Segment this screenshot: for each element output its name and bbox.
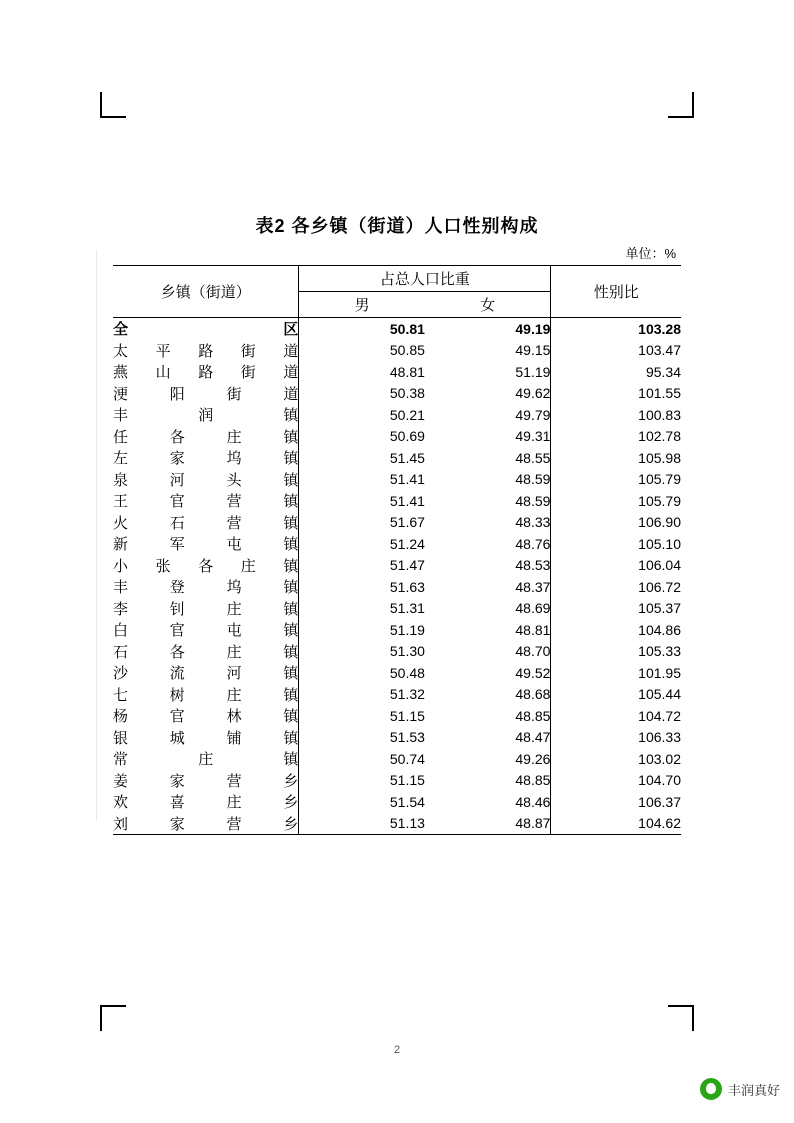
cell-township-name: 新 军 屯 镇 — [113, 536, 299, 554]
cell-male-share: 51.15 — [299, 705, 425, 727]
table-row — [113, 705, 681, 727]
cell-female-share: 48.69 — [425, 598, 551, 620]
cell-male-share: 51.24 — [299, 533, 425, 555]
cell-male-share: 51.15 — [299, 770, 425, 792]
cell-sex-ratio: 105.79 — [638, 492, 681, 509]
cell-male-share: 51.19 — [299, 619, 425, 641]
cell-female-share: 48.55 — [425, 447, 551, 469]
cell-female-share: 49.79 — [425, 404, 551, 426]
table-row — [113, 555, 681, 577]
table-body — [113, 318, 681, 835]
table-row — [113, 318, 681, 340]
cell-female-share: 48.85 — [425, 705, 551, 727]
cell-sex-ratio: 103.02 — [638, 750, 681, 767]
table-row — [113, 576, 681, 598]
cell-sex-ratio: 104.62 — [551, 813, 681, 835]
table-row — [113, 469, 681, 491]
cell-female-share: 49.19 — [425, 318, 551, 340]
cell-township-name: 欢 喜 庄 乡 — [113, 794, 299, 812]
cell-male-share: 50.74 — [299, 748, 425, 770]
watermark — [700, 1078, 780, 1100]
crop-mark-top-left — [100, 92, 126, 118]
cell-male-share: 51.67 — [299, 512, 425, 534]
cell-township-name: 全 区 — [113, 318, 299, 340]
cell-female-share: 48.76 — [425, 533, 551, 555]
page-number: 2 — [393, 1044, 401, 1056]
cell-male-share: 50.81 — [299, 318, 425, 340]
cell-sex-ratio: 95.34 — [645, 363, 681, 380]
cell-female-share: 48.53 — [425, 555, 551, 577]
cell-female-share: 51.19 — [425, 361, 551, 383]
cell-township-name: 浭 阳 街 道 — [113, 385, 299, 403]
cell-sex-ratio: 101.95 — [638, 664, 681, 681]
cell-sex-ratio: 106.90 — [638, 514, 681, 531]
cell-male-share: 51.41 — [299, 490, 425, 512]
cell-township-name: 太 平 路 街 道 — [113, 342, 299, 360]
cell-male-share: 50.38 — [299, 383, 425, 405]
cell-township-name: 小 张 各 庄 镇 — [113, 557, 299, 575]
cell-sex-ratio: 106.72 — [638, 578, 681, 595]
cell-sex-ratio: 104.72 — [638, 707, 681, 724]
cell-female-share: 48.47 — [425, 727, 551, 749]
cell-township-name: 姜 家 营 乡 — [113, 772, 299, 790]
cell-township-name: 刘 家 营 乡 — [113, 813, 299, 835]
cell-sex-ratio: 105.33 — [638, 643, 681, 660]
table-row — [113, 791, 681, 813]
cell-male-share: 51.13 — [299, 813, 425, 835]
cell-sex-ratio: 105.79 — [638, 471, 681, 488]
cell-township-name: 任 各 庄 镇 — [113, 428, 299, 446]
table-row — [113, 641, 681, 663]
cell-sex-ratio: 105.98 — [638, 449, 681, 466]
cell-sex-ratio: 101.55 — [638, 385, 681, 402]
cell-female-share: 48.33 — [425, 512, 551, 534]
cell-male-share: 51.30 — [299, 641, 425, 663]
cell-female-share: 49.62 — [425, 383, 551, 405]
cell-township-name: 李 钊 庄 镇 — [113, 600, 299, 618]
cell-sex-ratio: 106.04 — [638, 557, 681, 574]
cell-township-name: 丰 润 镇 — [113, 407, 299, 425]
table-title: 表2 各乡镇（街道）人口性别构成 — [255, 216, 539, 236]
cell-female-share: 48.70 — [425, 641, 551, 663]
cell-male-share: 50.69 — [299, 426, 425, 448]
cell-female-share: 48.87 — [425, 813, 551, 835]
table-row — [113, 813, 681, 835]
table-row — [113, 533, 681, 555]
cell-female-share: 48.68 — [425, 684, 551, 706]
table-row — [113, 361, 681, 383]
cell-sex-ratio: 103.47 — [638, 342, 681, 359]
cell-sex-ratio: 105.37 — [638, 600, 681, 617]
cell-township-name: 石 各 庄 镇 — [113, 643, 299, 661]
cell-township-name: 王 官 营 镇 — [113, 493, 299, 511]
cell-township-name: 丰 登 坞 镇 — [113, 579, 299, 597]
crop-mark-top-right — [668, 92, 694, 118]
table-row — [113, 383, 681, 405]
cell-female-share: 48.85 — [425, 770, 551, 792]
cell-township-name: 常 庄 镇 — [113, 751, 299, 769]
cell-male-share: 51.53 — [299, 727, 425, 749]
cell-sex-ratio: 104.86 — [638, 621, 681, 638]
table-row — [113, 662, 681, 684]
cell-female-share: 48.59 — [425, 469, 551, 491]
cell-female-share: 48.81 — [425, 619, 551, 641]
cell-township-name: 杨 官 林 镇 — [113, 708, 299, 726]
crop-mark-bottom-right — [668, 1005, 694, 1031]
table-header — [113, 266, 681, 318]
cell-male-share: 51.41 — [299, 469, 425, 491]
cell-female-share: 49.15 — [425, 340, 551, 362]
cell-sex-ratio: 102.78 — [638, 428, 681, 445]
cell-township-name: 银 城 铺 镇 — [113, 729, 299, 747]
unit-note: 单位：% — [625, 246, 676, 261]
table-row — [113, 340, 681, 362]
cell-sex-ratio: 104.70 — [638, 772, 681, 789]
cell-male-share: 50.21 — [299, 404, 425, 426]
table-row — [113, 619, 681, 641]
cell-female-share: 49.26 — [425, 748, 551, 770]
cell-township-name: 左 家 坞 镇 — [113, 450, 299, 468]
table-row — [113, 684, 681, 706]
cell-male-share: 51.47 — [299, 555, 425, 577]
cell-male-share: 50.48 — [299, 662, 425, 684]
cell-township-name: 火 石 营 镇 — [113, 514, 299, 532]
population-sex-composition-table — [113, 265, 681, 835]
cell-township-name: 七 树 庄 镇 — [113, 686, 299, 704]
table-row — [113, 748, 681, 770]
cell-sex-ratio: 106.33 — [638, 729, 681, 746]
table-container — [113, 265, 681, 835]
cell-township-name: 燕 山 路 街 道 — [113, 364, 299, 382]
table-row — [113, 727, 681, 749]
cell-sex-ratio: 103.28 — [551, 318, 681, 340]
cell-female-share: 49.52 — [425, 662, 551, 684]
table-row — [113, 512, 681, 534]
leaf-badge-icon — [700, 1078, 722, 1100]
scan-edge-line — [96, 250, 97, 820]
table-row — [113, 447, 681, 469]
cell-sex-ratio: 106.37 — [638, 793, 681, 810]
cell-female-share: 48.46 — [425, 791, 551, 813]
cell-sex-ratio: 105.10 — [638, 535, 681, 552]
cell-female-share: 49.31 — [425, 426, 551, 448]
header-township: 乡镇（街道） — [113, 266, 299, 318]
table-row — [113, 490, 681, 512]
table-row — [113, 598, 681, 620]
header-male: 男 — [299, 292, 425, 318]
table-row — [113, 770, 681, 792]
table-row — [113, 426, 681, 448]
cell-male-share: 50.85 — [299, 340, 425, 362]
cell-township-name: 沙 流 河 镇 — [113, 665, 299, 683]
cell-female-share: 48.59 — [425, 490, 551, 512]
cell-male-share: 51.45 — [299, 447, 425, 469]
crop-mark-bottom-left — [100, 1005, 126, 1031]
header-female: 女 — [425, 292, 551, 318]
table-row — [113, 404, 681, 426]
cell-township-name: 白 官 屯 镇 — [113, 622, 299, 640]
cell-female-share: 48.37 — [425, 576, 551, 598]
header-share-of-total: 占总人口比重 — [299, 266, 551, 292]
cell-male-share: 51.54 — [299, 791, 425, 813]
cell-male-share: 51.32 — [299, 684, 425, 706]
header-sex-ratio: 性别比 — [551, 266, 681, 318]
watermark-label: 丰润真好 — [727, 1082, 780, 1098]
cell-male-share: 48.81 — [299, 361, 425, 383]
cell-male-share: 51.63 — [299, 576, 425, 598]
cell-sex-ratio: 105.44 — [638, 686, 681, 703]
cell-township-name: 泉 河 头 镇 — [113, 471, 299, 489]
cell-sex-ratio: 100.83 — [638, 406, 681, 423]
cell-male-share: 51.31 — [299, 598, 425, 620]
